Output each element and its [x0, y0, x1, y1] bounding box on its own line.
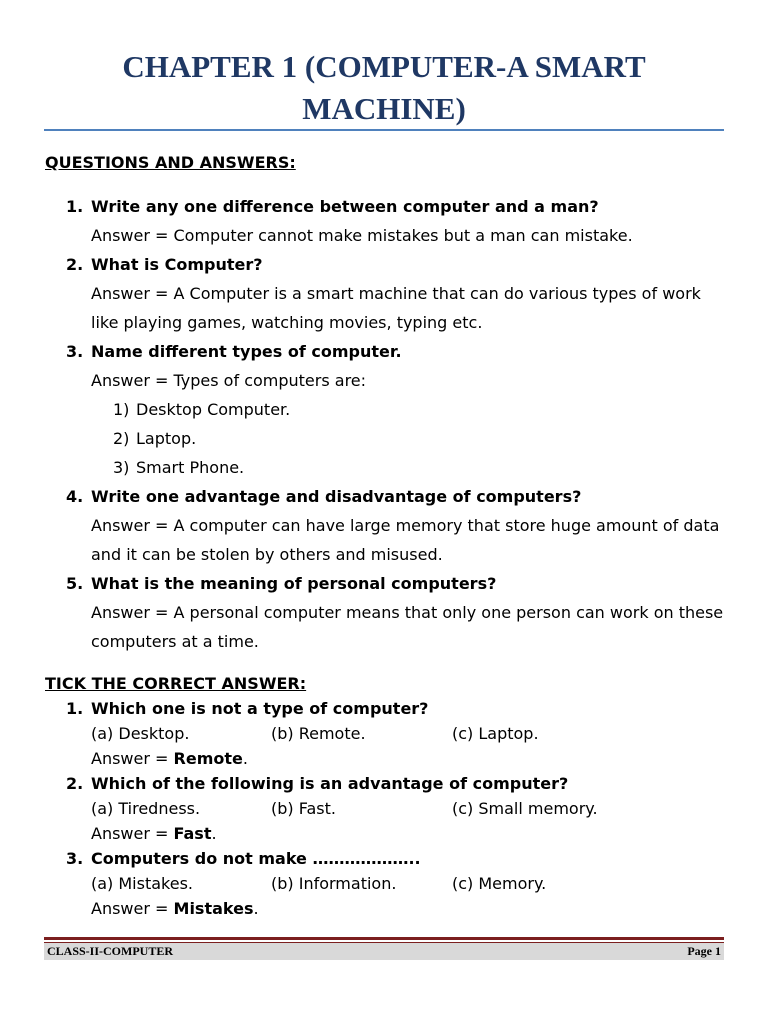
- question-text: Write any one difference between computer and a man?: [91, 197, 599, 216]
- question-4: [0, 482, 768, 511]
- question-number: 5.: [66, 574, 84, 593]
- question-number: 2.: [66, 774, 84, 793]
- qa-section-heading: QUESTIONS AND ANSWERS:: [45, 153, 296, 172]
- question-2: [0, 250, 768, 279]
- question-text: Name different types of computer.: [91, 342, 402, 361]
- answer-value: Fast: [173, 824, 212, 843]
- question-number: 4.: [66, 487, 84, 506]
- option-c: (c) Laptop.: [452, 724, 539, 743]
- footer-divider: [44, 937, 724, 940]
- qa-list: [0, 192, 768, 656]
- tick-question-2: [0, 771, 768, 796]
- tick-answer-3: Answer = Mistakes.: [91, 899, 259, 918]
- question-number: 3.: [66, 342, 84, 361]
- question-number: 2.: [66, 255, 84, 274]
- answer-value: Mistakes: [173, 899, 254, 918]
- page-title: CHAPTER 1 (COMPUTER-A SMART MACHINE): [122, 49, 646, 126]
- options-row: [0, 796, 768, 821]
- answer-prefix: Answer =: [91, 899, 174, 918]
- option-b: (b) Information.: [271, 874, 397, 893]
- page-footer: [44, 943, 724, 960]
- list-text: Laptop.: [136, 429, 197, 448]
- answer-1: Answer = Computer cannot make mistakes but a man can mistake.: [91, 226, 633, 245]
- list-text: Desktop Computer.: [136, 400, 291, 419]
- option-a: (a) Desktop.: [91, 724, 190, 743]
- answer-prefix: Answer =: [91, 749, 174, 768]
- question-text: What is Computer?: [91, 255, 263, 274]
- answer-prefix: Answer =: [91, 824, 174, 843]
- list-number: 3): [113, 458, 130, 477]
- title-divider: [44, 129, 724, 131]
- option-a: (a) Tiredness.: [91, 799, 201, 818]
- tick-list: [0, 696, 768, 921]
- answer-2: Answer = A Computer is a smart machine that can do various types of work like playing games, watching movies, typing etc.: [91, 284, 701, 332]
- tick-question-1: [0, 696, 768, 721]
- answer-3: Answer = Types of computers are:: [91, 371, 367, 390]
- tick-section-heading: TICK THE CORRECT ANSWER:: [45, 674, 307, 693]
- question-number: 1.: [66, 699, 84, 718]
- question-5: [0, 569, 768, 598]
- question-1: [0, 192, 768, 221]
- option-a: (a) Mistakes.: [91, 874, 193, 893]
- answer-value: Remote: [173, 749, 243, 768]
- question-text: Which of the following is an advantage of computer?: [91, 774, 569, 793]
- answer-5: Answer = A personal computer means that only one person can work on these computers at a time.: [91, 603, 724, 651]
- list-item: [0, 424, 768, 453]
- option-c: (c) Memory.: [452, 874, 547, 893]
- question-number: 1.: [66, 197, 84, 216]
- question-text: Computers do not make ………………..: [91, 849, 421, 868]
- options-row: [0, 871, 768, 896]
- question-number: 3.: [66, 849, 84, 868]
- question-text: Write one advantage and disadvantage of computers?: [91, 487, 582, 506]
- option-c: (c) Small memory.: [452, 799, 598, 818]
- question-3: [0, 337, 768, 366]
- tick-answer-1: Answer = Remote.: [91, 749, 248, 768]
- question-text: What is the meaning of personal computers?: [91, 574, 497, 593]
- list-item: [0, 395, 768, 424]
- answer-4: Answer = A computer can have large memory that store huge amount of data and it can be stolen by others and misused.: [91, 516, 720, 564]
- tick-question-3: [0, 846, 768, 871]
- list-item: [0, 453, 768, 482]
- list-number: 1): [113, 400, 130, 419]
- footer-class-label: CLASS-II-COMPUTER: [47, 944, 174, 958]
- list-number: 2): [113, 429, 130, 448]
- tick-answer-2: Answer = Fast.: [91, 824, 217, 843]
- list-text: Smart Phone.: [136, 458, 245, 477]
- question-text: Which one is not a type of computer?: [91, 699, 429, 718]
- footer-page-number: Page 1: [687, 944, 721, 958]
- options-row: [0, 721, 768, 746]
- option-b: (b) Remote.: [271, 724, 366, 743]
- option-b: (b) Fast.: [271, 799, 336, 818]
